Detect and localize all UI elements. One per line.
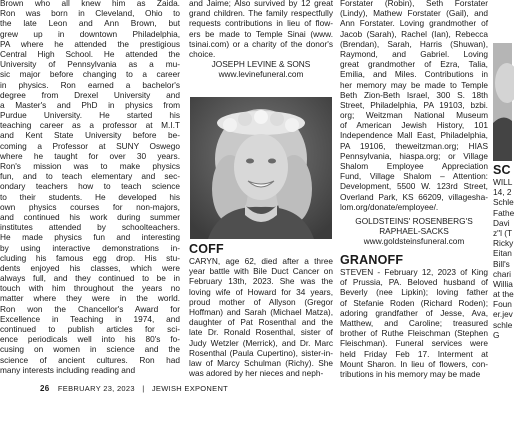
text-line: by using interactive demonstrations in-	[0, 242, 180, 253]
text-line: tsinai.com) or a charity of the donor's	[189, 38, 333, 49]
portrait-image	[190, 97, 332, 239]
text-line: Street, Philadelphia, PA 19103, bzbi.	[340, 99, 488, 110]
text-line: Mount Sharon. In lieu of flowers, con-	[340, 358, 488, 369]
obituary-text-continued	[0, 0, 180, 375]
funeral-home-name-2a: GOLDSTEINS' ROSENBERG'S	[355, 215, 473, 226]
obituary-text-continued-2	[189, 0, 333, 59]
text-line: to their students. He developed his	[0, 191, 180, 202]
text-line: of American Jewish History, 101	[340, 120, 488, 131]
issue-date: FEBRUARY 23, 2023	[57, 384, 135, 393]
text-line: Bill's	[493, 258, 510, 269]
text-line: continued to publish articles for sci-	[0, 324, 180, 334]
text-line: where he taught for over 30 years.	[0, 150, 180, 161]
text-line: February 13th, 2023. She was the	[189, 276, 333, 287]
text-line: in physics. Ron earned a bachelor's	[0, 79, 180, 90]
page-footer	[40, 384, 228, 393]
text-line: PA where he attended the prestigious	[0, 38, 180, 49]
text-line: ondary teachers how to teach science	[0, 181, 180, 192]
text-line: Beth Zion-Beth Israel, 300 S. 18th	[340, 89, 488, 100]
text-line: proud mother of Allyson (Gregor	[189, 296, 333, 307]
text-line: a Master's and PhD in physics from	[0, 99, 180, 110]
text-line: Ron was born in Cleveland, Ohio to	[0, 8, 180, 19]
text-line: schle	[493, 319, 513, 330]
text-line: daughter of Pat Rosenthal and the	[189, 317, 333, 328]
text-line: Emilia, and Miles. Contributions in	[340, 69, 488, 80]
text-line: Forstater (Robin), Seth Forstater	[340, 0, 488, 8]
text-line: Ann Forstater. Loving grandmother of	[340, 18, 488, 29]
text-line: tributions in his memory may be made	[340, 368, 481, 379]
page-number: 26	[40, 384, 50, 393]
text-line: Jacob (Sarah), Rachel (Ian), Rebecca	[340, 28, 488, 39]
portrait-image-2	[493, 43, 512, 161]
funeral-home-website-2: www.goldsteinsfuneral.com	[363, 236, 465, 247]
text-line: University of Pennsylvania as a mu-	[0, 59, 180, 70]
text-line: Rosenthal (Paula Cupertino), sister-in-	[189, 347, 333, 358]
text-line: (Lindy), Mathew Forstater (Gail), and	[340, 8, 488, 19]
text-line: Pennsylvania, hiaspa.org; or Village	[340, 150, 488, 161]
portrait-photo-2	[493, 43, 512, 161]
text-line: her memory may be made to Temple	[340, 79, 488, 90]
funeral-home-website: www.levinefuneral.com	[218, 69, 304, 80]
portrait-photo	[190, 97, 332, 239]
text-line: ence periodicals well into his 80's fo-	[0, 334, 180, 345]
text-line: Davi	[493, 217, 510, 228]
text-line: Beverly (nee Lipkin); loving father	[340, 287, 488, 298]
text-line: Eitan	[493, 248, 512, 259]
text-line: science of ancient cultures. Ron had	[0, 354, 180, 365]
text-line: sic major before changing to a career	[0, 69, 180, 80]
obituary-column-4	[493, 163, 512, 340]
text-line: Raymond, and Gabriel. Loving	[340, 48, 488, 59]
text-line: of Stefanie Roden (Richard Roden);	[340, 297, 488, 308]
text-line: and continued his work during summer	[0, 211, 180, 222]
text-line: of Prussia, PA. Beloved husband of	[340, 277, 488, 288]
text-line: lom.org/donate/employee/.	[340, 201, 439, 212]
obituary-text-partial	[493, 177, 512, 340]
text-line: He made physics fun and interesting	[0, 232, 180, 243]
text-line: dents enjoyed his classes, which were	[0, 262, 180, 273]
text-line: z"l (T	[493, 227, 513, 238]
text-line: Fleischman). Funeral services were	[340, 338, 488, 349]
text-line: and Kent State University before be-	[0, 130, 180, 141]
obituary-heading-granoff: GRANOFF	[340, 253, 404, 267]
text-line: year battle with Bile Duct Cancer on	[189, 266, 333, 277]
text-line: grand children. The family respectfully	[189, 8, 333, 19]
obituary-column-2	[189, 0, 333, 80]
granoff-obituary-text	[340, 267, 488, 379]
text-line: WILL	[493, 177, 513, 187]
text-line: Foun	[493, 299, 512, 310]
text-line: Ricky	[493, 238, 514, 249]
text-line: touch with him throughout the years no	[0, 283, 180, 294]
text-line: Purdue University. He started his	[0, 110, 180, 121]
text-line: institutes attended by schoolteachers.	[0, 222, 180, 233]
text-line: Development, 5500 W. 123rd Street,	[340, 181, 488, 192]
funeral-home-name-2b: RAPHAEL-SACKS	[379, 226, 449, 237]
obituary-heading-partial: SC	[493, 163, 511, 177]
text-line: Independence Mall East, Philadelphia,	[340, 130, 488, 141]
text-line: Schle	[493, 197, 514, 208]
text-line: PA 19106, theweitzman.org; HIAS	[340, 140, 488, 151]
text-line: adoring grandfather of Jesse, Ava,	[340, 307, 488, 318]
coff-obituary	[189, 242, 333, 378]
text-line: cluding his famous egg drop. His stu-	[0, 252, 180, 263]
text-line: loving wife of Howard for 34 years,	[189, 286, 333, 297]
text-line: Central High School. He attended the	[0, 48, 180, 59]
text-line: the late Leon and Ann Brown, but	[0, 18, 180, 29]
obituary-heading-coff: COFF	[189, 242, 224, 256]
text-line: Fathe	[493, 207, 514, 218]
text-line: Shalom Employee Appreciation	[340, 161, 488, 171]
obituary-text-continued-3	[340, 0, 488, 212]
text-line: cusing on women in science and the	[0, 344, 180, 355]
text-line: Willia	[493, 278, 513, 289]
text-line: 14, 2	[493, 187, 512, 198]
granoff-obituary	[340, 253, 488, 379]
funeral-home-name: JOSEPH LEVINE & SONS	[211, 59, 311, 70]
text-line: Hoffman) and Sarah (Michael Matza),	[189, 306, 333, 317]
text-line: matter where they were in the world.	[0, 293, 180, 304]
text-line: held Friday Feb 17. Interment at	[340, 348, 488, 359]
coff-obituary-text	[189, 256, 333, 378]
text-line: Ron's mission was to make physics	[0, 161, 180, 171]
text-line: at the	[493, 289, 514, 300]
obituary-column-3	[340, 0, 488, 247]
text-line: and Jaime; Also survived by 12 great	[189, 0, 333, 8]
text-line: er.jev	[493, 309, 513, 320]
text-line: G	[493, 329, 500, 340]
text-line: was adored by her nieces and neph-	[189, 368, 324, 379]
text-line: Ron won the Chancellor's Award for	[0, 303, 180, 314]
text-line: (Brendan), Sarah, Harris (Shuwan),	[340, 38, 488, 49]
text-line: always full, and they continued to be in	[0, 273, 180, 284]
text-line: teaching career as a professor at M.I.T	[0, 120, 180, 131]
text-line: many interests including reading and	[0, 364, 136, 375]
text-line: coming a Professor at SUNY Oswego	[0, 140, 180, 151]
text-line: Matthew, and Caroline; treasured	[340, 317, 488, 328]
publication-name: JEWISH EXPONENT	[151, 384, 229, 393]
text-line: chari	[493, 268, 511, 279]
text-line: CARYN, age 62, died after a three	[189, 256, 333, 266]
text-line: ers be made to Temple Sinai (www.	[189, 28, 333, 39]
text-line: Fund, Village Shalom – Attention:	[340, 171, 488, 182]
text-line: Overland Park, KS 66209, villagesha-	[340, 191, 488, 202]
text-line: requests contributions in lieu of flow-	[189, 18, 333, 29]
text-line: fun, and to teach elementary and sec-	[0, 171, 180, 182]
footer-separator: |	[142, 384, 145, 393]
text-line: great grandmother of Ezra, Talia,	[340, 59, 488, 70]
text-line: choice.	[189, 48, 216, 59]
text-line: law of Marcy Schulman (Richy). She	[189, 357, 333, 368]
text-line: degree from Drexel University and	[0, 89, 180, 100]
text-line: STEVEN - February 12, 2023 of King	[340, 267, 488, 277]
text-line: Judy Wetzler (Merrick), and Dr. Marc	[189, 337, 333, 348]
obituary-column-1	[0, 0, 180, 375]
text-line: grew up in downtown Philadelphia,	[0, 28, 180, 39]
text-line: Brown who all knew him as Zaida.	[0, 0, 180, 8]
text-line: org; Weitzman National Museum	[340, 110, 488, 121]
text-line: own physics courses for non-majors,	[0, 201, 180, 212]
text-line: late Dr. Ronald Rosenthal, sister of	[189, 327, 333, 338]
text-line: Excellence in Teaching in 1974, and	[0, 313, 180, 324]
text-line: brother of Ruthe Fleischman (Stephen	[340, 328, 488, 339]
